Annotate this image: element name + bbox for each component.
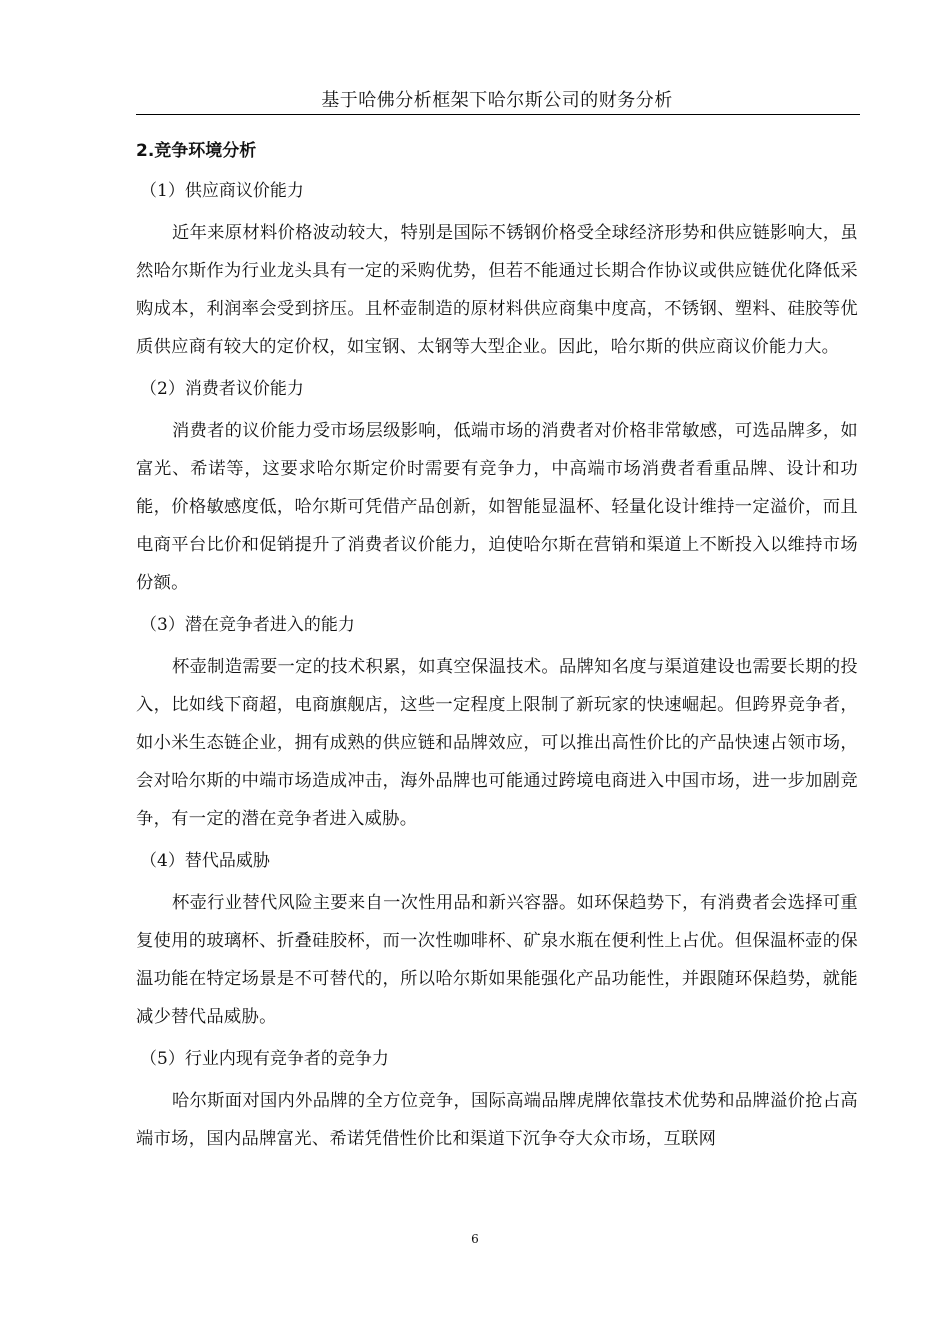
subsection-heading-potential-entrants: （3）潜在竞争者进入的能力 [140, 615, 355, 635]
section-title: 2.竞争环境分析 [136, 141, 257, 161]
subsection-heading-consumer-bargaining: （2）消费者议价能力 [140, 379, 304, 399]
page-number: 6 [471, 1232, 479, 1246]
paragraph-existing-competitors: 哈尔斯面对国内外品牌的全方位竞争，国际高端品牌虎牌依靠技术优势和品牌溢价抢占高端市场，国内品牌富光、希诺凭借性价比和渠道下沉争夺大众市场，互联网 [136, 1091, 858, 1149]
subsection-heading-supplier-bargaining: （1）供应商议价能力 [140, 181, 304, 201]
running-header: 基于哈佛分析框架下哈尔斯公司的财务分析 [321, 90, 673, 111]
paragraph-consumer-bargaining: 消费者的议价能力受市场层级影响，低端市场的消费者对价格非常敏感，可选品牌多，如富光、希诺等，这要求哈尔斯定价时需要有竞争力，中高端市场消费者看重品牌、设计和功能，价格敏感度低，哈尔斯可凭借产品创新，如智能显温杯、轻量化设计维持一定溢价，而且电商平台比价和促销提升了消费者议价能力，迫使哈尔斯在营销和渠道上不断投入以维持市场份额。 [136, 421, 858, 593]
page-body [136, 132, 858, 1162]
subsection-heading-existing-competitors: （5）行业内现有竞争者的竞争力 [140, 1049, 389, 1069]
header-rule [136, 114, 860, 115]
paragraph-substitutes: 杯壶行业替代风险主要来自一次性用品和新兴容器。如环保趋势下，有消费者会选择可重复使用的玻璃杯、折叠硅胶杯，而一次性咖啡杯、矿泉水瓶在便利性上占优。但保温杯壶的保温功能在特定场景是不可替代的，所以哈尔斯如果能强化产品功能性，并跟随环保趋势，就能减少替代品威胁。 [136, 893, 858, 1027]
paragraph-potential-entrants: 杯壶制造需要一定的技术积累，如真空保温技术。品牌知名度与渠道建设也需要长期的投入，比如线下商超，电商旗舰店，这些一定程度上限制了新玩家的快速崛起。但跨界竞争者，如小米生态链企业，拥有成熟的供应链和品牌效应，可以推出高性价比的产品快速占领市场，会对哈尔斯的中端市场造成冲击，海外品牌也可能通过跨境电商进入中国市场，进一步加剧竞争，有一定的潜在竞争者进入威胁。 [136, 657, 858, 829]
subsection-heading-substitutes: （4）替代品威胁 [140, 851, 270, 871]
paragraph-supplier-bargaining: 近年来原材料价格波动较大，特别是国际不锈钢价格受全球经济形势和供应链影响大，虽然哈尔斯作为行业龙头具有一定的采购优势，但若不能通过长期合作协议或供应链优化降低采购成本，利润率会受到挤压。且杯壶制造的原材料供应商集中度高，不锈钢、塑料、硅胶等优质供应商有较大的定价权，如宝钢、太钢等大型企业。因此，哈尔斯的供应商议价能力大。 [136, 223, 858, 357]
